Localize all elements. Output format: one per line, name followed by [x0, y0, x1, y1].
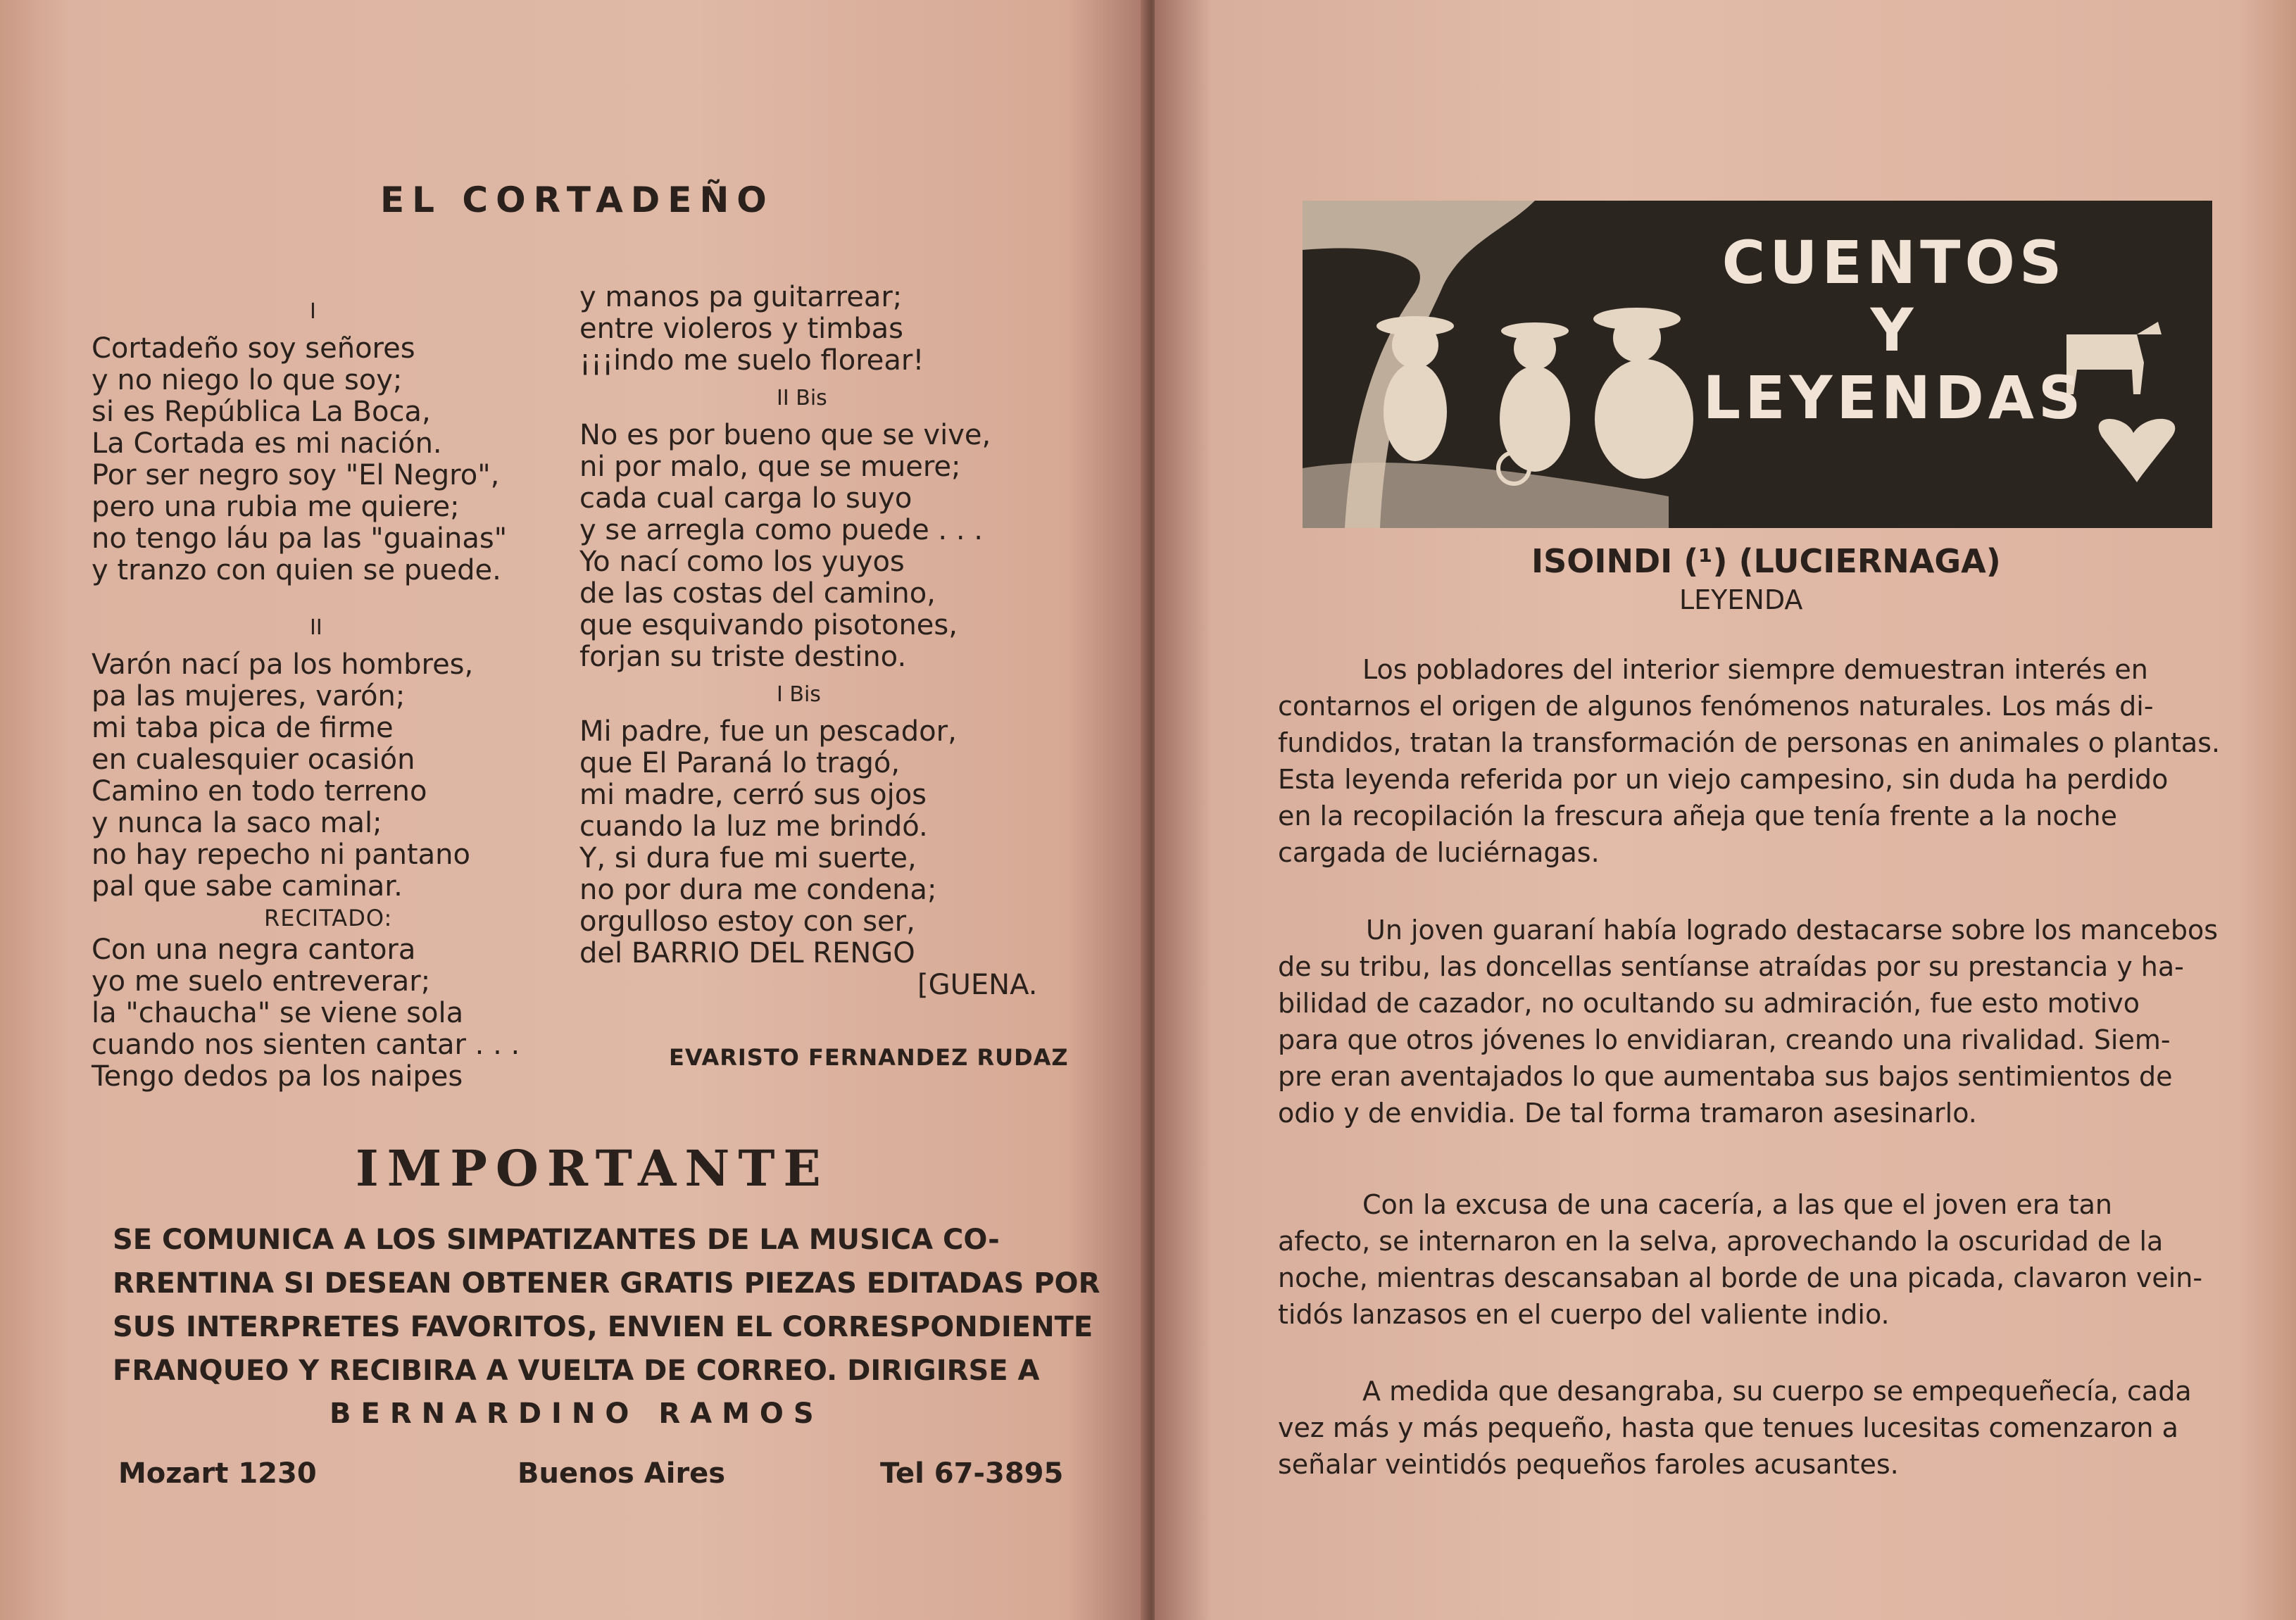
banner-line: Y: [1870, 296, 1918, 365]
story-title: ISOINDI (¹) (LUCIERNAGA): [1531, 542, 2001, 580]
paragraph-line: en la recopilación la frescura añeja que tenía frente a la noche: [1278, 800, 2117, 831]
poem-line: no por dura me condena;: [579, 874, 937, 906]
paragraph-line: afecto, se internaron en la selva, aprovechando la oscuridad de la: [1278, 1226, 2164, 1257]
poem-line: mi taba pica de firme: [92, 712, 394, 744]
paragraph-line: odio y de envidia. De tal forma tramaron asesinarlo.: [1278, 1098, 1977, 1129]
poem-line: cuando la luz me brindó.: [579, 810, 928, 843]
poem-line: pero una rubia me quiere;: [92, 491, 460, 523]
poem-line: Con una negra cantora: [92, 934, 416, 966]
paragraph-line: fundidos, tratan la transformación de personas en animales o plantas.: [1278, 727, 2221, 758]
poem-line: si es República La Boca,: [92, 396, 431, 428]
poem-line: Tengo dedos pa los naipes: [92, 1060, 463, 1093]
paragraph-line: bilidad de cazador, no ocultando su admiración, fue esto motivo: [1278, 988, 2140, 1019]
poem-line: y nunca la saco mal;: [92, 807, 382, 839]
story-paragraph-3: [1278, 1186, 2214, 1333]
poem-line: cuando nos sienten cantar . . .: [92, 1029, 520, 1061]
poem-line: Y, si dura fue mi suerte,: [579, 842, 917, 874]
poem-line: que esquivando pisotones,: [579, 609, 958, 641]
paragraph-line: tidós lanzasos en el cuerpo del valiente indio.: [1278, 1299, 1890, 1330]
poem-line: y tranzo con quien se puede.: [92, 554, 501, 586]
poem-line: y no niego lo que soy;: [92, 364, 403, 396]
notice-text: [113, 1218, 1100, 1393]
paragraph-line: noche, mientras descansaban al borde de una picada, clavaron vein-: [1278, 1262, 2203, 1293]
paragraph-line: señalar veintidós pequeños faroles acusantes.: [1278, 1449, 1899, 1480]
paragraph-line: A medida que desangraba, su cuerpo se empequeñecía, cada: [1362, 1376, 2192, 1407]
poem-line: no tengo láu pa las "guainas": [92, 522, 508, 555]
story-paragraph-1: [1278, 651, 2221, 871]
poem-column-1: [92, 290, 528, 1093]
poem-line: yo me suelo entreverar;: [92, 965, 431, 998]
banner-line: LEYENDAS: [1702, 363, 2085, 432]
poem-line: orgulloso estoy con ser,: [579, 905, 915, 938]
song-title: EL CORTADEÑO: [380, 180, 774, 220]
poem-line: de las costas del camino,: [579, 577, 936, 610]
contact-phone: Tel 67-3895: [880, 1457, 1064, 1490]
poem-line: Varón nací pa los hombres,: [92, 648, 474, 681]
poem-line: Yo nací como los yuyos: [579, 546, 905, 578]
paragraph-line: para que otros jóvenes lo envidiaran, creando una rivalidad. Siem-: [1278, 1024, 2171, 1055]
banner-title: [1697, 229, 2091, 432]
poem-line: La Cortada es mi nación.: [92, 427, 442, 460]
poem-line: no hay repecho ni pantano: [92, 839, 470, 871]
story-paragraph-4: [1278, 1373, 2214, 1483]
poem-line: del BARRIO DEL RENGO: [579, 937, 915, 969]
poem-line: mi madre, cerró sus ojos: [579, 779, 927, 811]
notice-line: SUS INTERPRETES FAVORITOS, ENVIEN EL CORRESPONDIENTE: [113, 1311, 1093, 1343]
poem-line: entre violeros y timbas: [579, 313, 903, 345]
banner-line: CUENTOS: [1721, 228, 2066, 297]
poem-column-2: [579, 282, 1072, 1001]
notice-line: FRANQUEO Y RECIBIRA A VUELTA DE CORREO. DIRIGIRSE A: [113, 1355, 1040, 1387]
poem-line: pa las mujeres, varón;: [92, 680, 406, 712]
poem-line: forjan su triste destino.: [579, 641, 907, 673]
poem-line: y se arregla como puede . . .: [579, 514, 983, 546]
story-subtitle: LEYENDA: [1679, 584, 1803, 615]
paragraph-line: Esta leyenda referida por un viejo campesino, sin duda ha perdido: [1278, 764, 2169, 795]
poem-line: ni por malo, que se muere;: [579, 451, 961, 483]
notice-line: SE COMUNICA A LOS SIMPATIZANTES DE LA MUSICA CO-: [113, 1224, 1000, 1256]
poem-line: Mi padre, fue un pescador,: [579, 715, 957, 748]
contact-name: BERNARDINO RAMOS: [330, 1398, 824, 1430]
poem-line: Cortadeño soy señores: [92, 332, 415, 365]
section-banner: [1303, 201, 2212, 528]
paragraph-line: Un joven guaraní había logrado destacarse sobre los mancebos: [1366, 915, 2219, 946]
poem-line: [GUENA.: [917, 969, 1038, 1001]
poem-line: cada cual carga lo suyo: [579, 482, 912, 515]
song-author: EVARISTO FERNANDEZ RUDAZ: [669, 1044, 1069, 1071]
stanza-gap: [92, 586, 528, 606]
contact-city: Buenos Aires: [517, 1457, 726, 1490]
poem-line: la "chaucha" se viene sola: [92, 997, 464, 1029]
paragraph-line: pre eran aventajados lo que aumentaba sus bajos sentimientos de: [1278, 1061, 2173, 1092]
poem-line: en cualesquier ocasión: [92, 743, 415, 776]
stanza-marker: I Bis: [777, 682, 821, 707]
contact-address: Mozart 1230: [118, 1457, 317, 1490]
stanza-marker: II Bis: [777, 386, 827, 410]
poem-line: Camino en todo terreno: [92, 775, 427, 808]
notice-line: RRENTINA SI DESEAN OBTENER GRATIS PIEZAS EDITADAS POR: [113, 1267, 1100, 1300]
poem-line: No es por bueno que se vive,: [579, 419, 991, 451]
story-paragraph-2: [1278, 912, 2219, 1131]
paragraph-line: Con la excusa de una cacería, a las que el joven era tan: [1362, 1189, 2112, 1220]
stanza-marker: I: [310, 299, 316, 324]
stanza-marker: II: [310, 615, 322, 640]
paragraph-line: de su tribu, las doncellas sentíanse atraídas por su prestancia y ha-: [1278, 951, 2184, 982]
paragraph-line: Los pobladores del interior siempre demuestran interés en: [1362, 654, 2148, 685]
poem-line: pal que sabe caminar.: [92, 870, 403, 903]
paragraph-line: contarnos el origen de algunos fenómenos naturales. Los más di-: [1278, 691, 2154, 722]
paragraph-line: vez más y más pequeño, hasta que tenues lucesitas comenzaron a: [1278, 1412, 2178, 1443]
notice-heading: IMPORTANTE: [356, 1139, 829, 1198]
poem-line: ¡¡¡indo me suelo florear!: [579, 344, 924, 377]
paragraph-line: cargada de luciérnagas.: [1278, 837, 1600, 868]
recitado-label: RECITADO:: [264, 905, 393, 931]
poem-line: Por ser negro soy "El Negro",: [92, 459, 500, 491]
poem-line: y manos pa guitarrear;: [579, 281, 903, 313]
poem-line: que El Paraná lo tragó,: [579, 747, 901, 779]
